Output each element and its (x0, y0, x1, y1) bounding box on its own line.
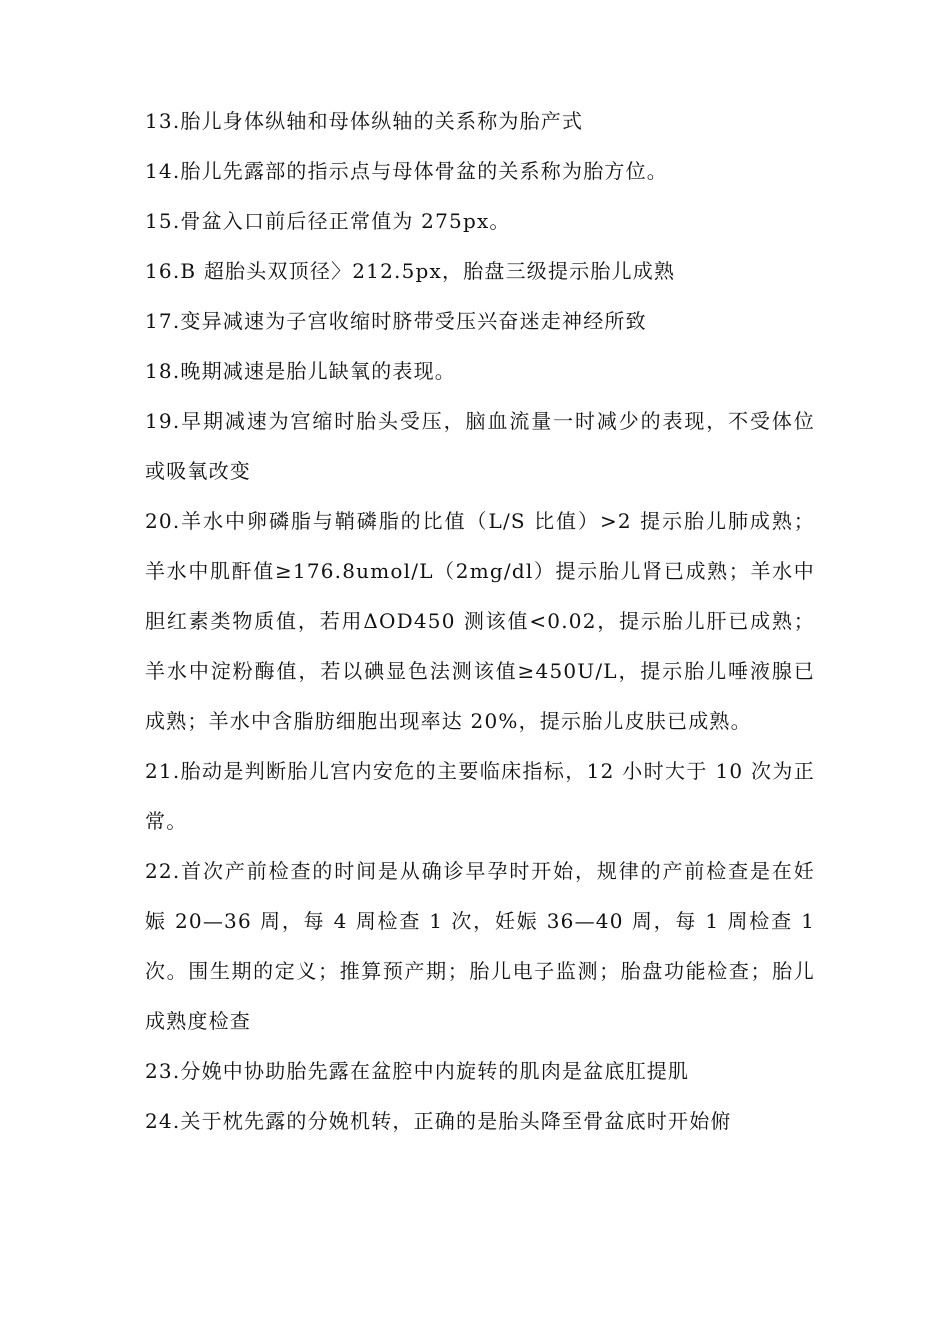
paragraph-13: 13.胎儿身体纵轴和母体纵轴的关系称为胎产式 (145, 109, 584, 133)
paragraph-19: 19.早期减速为宫缩时胎头受压，脑血流量一时减少的表现，不受体位或吸氧改变 (145, 409, 815, 483)
paragraph-17: 17.变异减速为子宫收缩时脐带受压兴奋迷走神经所致 (145, 309, 647, 333)
paragraph-24: 24.关于枕先露的分娩机转，正确的是胎头降至骨盆底时开始俯 (145, 1109, 732, 1133)
paragraph-20: 20.羊水中卵磷脂与鞘磷脂的比值（L/S 比值）>2 提示胎儿肺成熟；羊水中肌酐值≥176.8umol/L（2mg/dl）提示胎儿肾已成熟；羊水中胆红素类物质值，若用ΔOD450 测该值<0.02，提示胎儿肝已成熟；羊水中淀粉酶值，若以碘显色法测该值≥450U/L，提示胎儿唾液腺已成熟；羊水中含脂肪细胞出现率达 20%，提示胎儿皮肤已成熟。 (145, 509, 815, 733)
paragraph-21: 21.胎动是判断胎儿宫内安危的主要临床指标，12 小时大于 10 次为正常。 (145, 759, 815, 833)
paragraph-14: 14.胎儿先露部的指示点与母体骨盆的关系称为胎方位。 (145, 159, 669, 183)
paragraph-18: 18.晚期减速是胎儿缺氧的表现。 (145, 359, 457, 383)
paragraph-16: 16.B 超胎头双顶径〉212.5px，胎盘三级提示胎儿成熟 (145, 259, 676, 283)
paragraph-15: 15.骨盆入口前后径正常值为 275px。 (145, 209, 511, 233)
paragraph-23: 23.分娩中协助胎先露在盆腔中内旋转的肌肉是盆底肛提肌 (145, 1059, 690, 1083)
document-page (145, 96, 815, 1146)
paragraph-22: 22.首次产前检查的时间是从确诊早孕时开始，规律的产前检查是在妊娠 20—36 周，每 4 周检查 1 次，妊娠 36—40 周，每 1 周检查 1 次。围生期的定义；推算预产期；胎儿电子监测；胎盘功能检查；胎儿成熟度检查 (145, 859, 815, 1033)
